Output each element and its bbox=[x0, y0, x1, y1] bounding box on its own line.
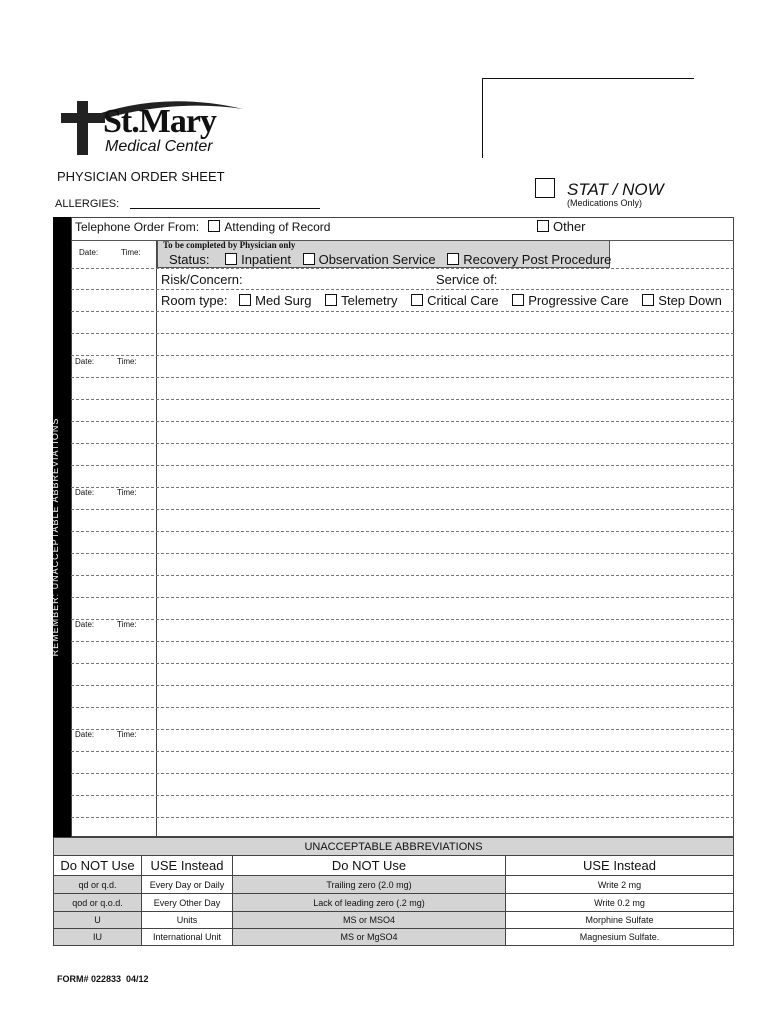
date-label: Date: bbox=[79, 248, 99, 257]
logo-name: St.Mary bbox=[103, 103, 216, 140]
sheet-title: PHYSICIAN ORDER SHEET bbox=[57, 169, 225, 184]
other-option bbox=[537, 219, 586, 234]
date-label: Date: bbox=[75, 620, 95, 629]
row-rule bbox=[71, 817, 734, 818]
attending-label: Attending of Record bbox=[224, 220, 331, 234]
abbrev-table-title: UNACCEPTABLE ABBREVIATIONS bbox=[54, 838, 733, 855]
other-checkbox[interactable] bbox=[537, 220, 549, 232]
status-label: Status: bbox=[169, 252, 210, 267]
recovery-label: Recovery Post Procedure bbox=[463, 252, 612, 267]
abbrev-cell: Every Other Day bbox=[142, 893, 233, 911]
date-label: Date: bbox=[75, 488, 95, 497]
row-rule bbox=[71, 355, 734, 356]
recovery-checkbox[interactable] bbox=[447, 253, 459, 265]
form-number: FORM# 022833 04/12 bbox=[57, 974, 149, 984]
label-box-line-top bbox=[482, 78, 694, 79]
row-rule bbox=[71, 268, 734, 269]
time-label: Time: bbox=[121, 248, 141, 257]
abbrev-header-donot-text: Do NOT Use bbox=[331, 858, 407, 873]
row-rule bbox=[71, 531, 734, 532]
row-rule bbox=[71, 707, 734, 708]
abbrev-cell: IU bbox=[54, 928, 142, 945]
row-rule bbox=[71, 575, 734, 576]
progressive-care-checkbox[interactable] bbox=[512, 294, 524, 306]
med-surg-label: Med Surg bbox=[255, 293, 312, 308]
abbrev-cell: Write 2 mg bbox=[506, 875, 733, 893]
abbrev-cell: Units bbox=[142, 911, 233, 928]
risk-concern-label: Risk/Concern: bbox=[161, 272, 243, 287]
row-rule bbox=[71, 399, 734, 400]
room-type-row bbox=[161, 293, 722, 308]
abbrev-cell: Write 0.2 mg bbox=[506, 893, 733, 911]
abbrev-cell: U bbox=[54, 911, 142, 928]
abbrev-header-use bbox=[142, 855, 233, 875]
stat-now-sub: (Medications Only) bbox=[567, 198, 643, 208]
date-label: Date: bbox=[75, 357, 95, 366]
telemetry-label: Telemetry bbox=[341, 293, 398, 308]
row-rule bbox=[71, 553, 734, 554]
time-label: Time: bbox=[117, 620, 137, 629]
status-row bbox=[169, 252, 611, 267]
inpatient-checkbox[interactable] bbox=[225, 253, 237, 265]
abbrev-cell: Morphine Sulfate bbox=[506, 911, 733, 928]
row-rule bbox=[71, 795, 734, 796]
telemetry-checkbox[interactable] bbox=[325, 294, 337, 306]
telephone-order-label: Telephone Order From: bbox=[75, 220, 200, 234]
abbrev-header-donot bbox=[233, 855, 506, 875]
stat-now-checkbox[interactable] bbox=[535, 178, 555, 198]
time-label: Time: bbox=[117, 488, 137, 497]
abbrev-header-donot-text: Do NOT Use bbox=[60, 858, 135, 873]
other-label: Other bbox=[553, 219, 586, 234]
row-rule bbox=[71, 663, 734, 664]
allergies-label: ALLERGIES: bbox=[55, 198, 120, 210]
order-form-frame bbox=[71, 217, 734, 837]
progressive-care-label: Progressive Care bbox=[528, 293, 629, 308]
room-type-label: Room type: bbox=[161, 293, 228, 308]
time-label: Time: bbox=[117, 357, 137, 366]
date-label: Date: bbox=[75, 730, 95, 739]
abbrev-cell: International Unit bbox=[142, 928, 233, 945]
side-bar-text: REMEMBER: UNACCEPTABLE ABBREVIATIONS bbox=[50, 417, 60, 657]
row-rule bbox=[71, 751, 734, 752]
abbrev-cell: Magnesium Sulfate. bbox=[506, 928, 733, 945]
step-down-checkbox[interactable] bbox=[642, 294, 654, 306]
abbrev-cell: Trailing zero (2.0 mg) bbox=[233, 875, 506, 893]
row-rule bbox=[71, 421, 734, 422]
observation-label: Observation Service bbox=[318, 252, 436, 267]
abbrev-cell: qod or q.o.d. bbox=[54, 893, 142, 911]
time-label: Time: bbox=[117, 730, 137, 739]
logo-subtitle: Medical Center bbox=[105, 138, 213, 155]
row-rule bbox=[71, 619, 734, 620]
critical-care-label: Critical Care bbox=[427, 293, 499, 308]
abbrev-header-use-text: USE Instead bbox=[150, 858, 224, 873]
row-rule bbox=[71, 773, 734, 774]
row-rule bbox=[71, 729, 734, 730]
critical-care-checkbox[interactable] bbox=[411, 294, 423, 306]
telephone-order-row bbox=[75, 220, 330, 234]
med-surg-checkbox[interactable] bbox=[239, 294, 251, 306]
abbrev-header-donot bbox=[54, 855, 142, 875]
abbrev-cell: Every Day or Daily bbox=[142, 875, 233, 893]
abbrev-cell: Lack of leading zero (.2 mg) bbox=[233, 893, 506, 911]
row-rule bbox=[71, 465, 734, 466]
step-down-label: Step Down bbox=[658, 293, 722, 308]
row-rule bbox=[71, 333, 734, 334]
allergies-field[interactable] bbox=[130, 208, 320, 209]
observation-checkbox[interactable] bbox=[303, 253, 315, 265]
service-of-label: Service of: bbox=[436, 272, 498, 287]
row-rule bbox=[71, 509, 734, 510]
inpatient-label: Inpatient bbox=[241, 252, 291, 267]
row-rule bbox=[71, 641, 734, 642]
form-column-divider bbox=[156, 240, 157, 837]
row-rule bbox=[71, 377, 734, 378]
abbrev-header-use bbox=[506, 855, 733, 875]
row-rule bbox=[71, 487, 734, 488]
abbrev-cell: MS or MgSO4 bbox=[233, 928, 506, 945]
abbrev-cell: qd or q.d. bbox=[54, 875, 142, 893]
stat-now-label: STAT / NOW bbox=[567, 180, 664, 199]
attending-checkbox[interactable] bbox=[208, 220, 220, 232]
row-rule bbox=[71, 311, 734, 312]
label-box-line-left bbox=[482, 78, 483, 158]
row-rule bbox=[71, 289, 734, 290]
row-rule bbox=[71, 685, 734, 686]
logo bbox=[55, 93, 255, 163]
status-box-heading: To be completed by Physician only bbox=[163, 240, 296, 250]
row-rule bbox=[71, 443, 734, 444]
abbrev-cell: MS or MSO4 bbox=[233, 911, 506, 928]
abbrev-header-use-text: USE Instead bbox=[583, 858, 656, 873]
row-rule bbox=[71, 597, 734, 598]
